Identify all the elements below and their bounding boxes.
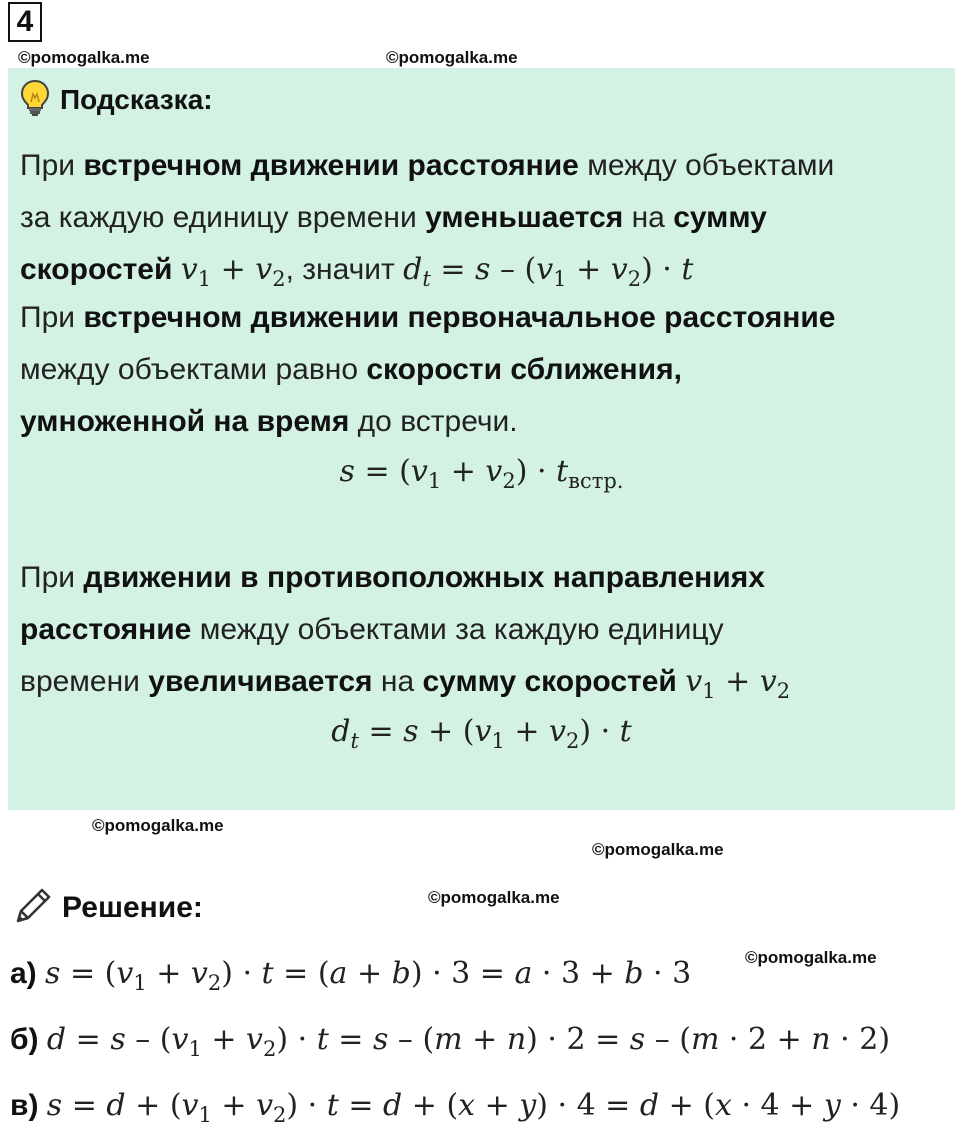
hint-header <box>20 80 213 120</box>
solution-line-b: б) $d = s - (v_1 + v_2) \cdot t = s - (m + n) \cdot 2 = s - (m \cdot 2 + n \cdot 2)$ <box>10 1022 891 1061</box>
task-number: 4 <box>8 2 42 42</box>
solution-title: Решение: <box>62 891 203 924</box>
hint-line: скоростей $v_1 + v_2$, значит $d_t = s - (v_1 + v_2) \cdot t$ <box>20 252 694 291</box>
hint-line: При встречном движении расстояние между объектами <box>20 149 835 182</box>
solution-line-c: в) $s = d + (v_1 + v_2) \cdot t = d + (x + y) \cdot 4 = d + (x \cdot 4 + y \cdot 4)$ <box>10 1088 901 1127</box>
watermark: ©pomogalka.me <box>92 816 224 835</box>
hint-line: расстояние между объектами за каждую единицу <box>20 613 724 646</box>
item-label: в) <box>10 1089 39 1122</box>
formula: $v_1 + v_2$ <box>685 664 791 703</box>
solution-line-a: а) $s = (v_1 + v_2) \cdot t = (a + b) \cdot 3 = a \cdot 3 + b \cdot 3$ <box>10 956 692 995</box>
hint-line: между объектами равно скорости сближения, <box>20 353 682 386</box>
hint-line: времени увеличивается на сумму скоростей $v_1 + v_2$ <box>20 664 791 703</box>
item-label: б) <box>10 1023 39 1056</box>
hint-line: При движении в противоположных направлениях <box>20 561 765 594</box>
formula: $s = (v_1 + v_2) \cdot t_{встр.}$ <box>339 454 624 493</box>
watermark: ©pomogalka.me <box>18 48 150 67</box>
watermark: ©pomogalka.me <box>745 948 877 967</box>
formula: $v_1 + v_2$ <box>180 252 286 291</box>
hint-line: за каждую единицу времени уменьшается на сумму <box>20 201 767 234</box>
pencil-icon <box>12 885 54 932</box>
formula: $d_t = s - (v_1 + v_2) \cdot t$ <box>403 252 694 291</box>
hint-title: Подсказка: <box>60 84 213 115</box>
hint-line: умноженной на время до встречи. <box>20 405 518 438</box>
formula: $d_t = s + (v_1 + v_2) \cdot t$ <box>331 714 632 753</box>
hint-line: При встречном движении первоначальное расстояние <box>20 301 836 334</box>
lightbulb-icon <box>20 79 50 122</box>
solution-header <box>12 884 203 932</box>
item-label: а) <box>10 957 37 990</box>
watermark: ©pomogalka.me <box>428 888 560 907</box>
watermark: ©pomogalka.me <box>592 840 724 859</box>
watermark: ©pomogalka.me <box>386 48 518 67</box>
